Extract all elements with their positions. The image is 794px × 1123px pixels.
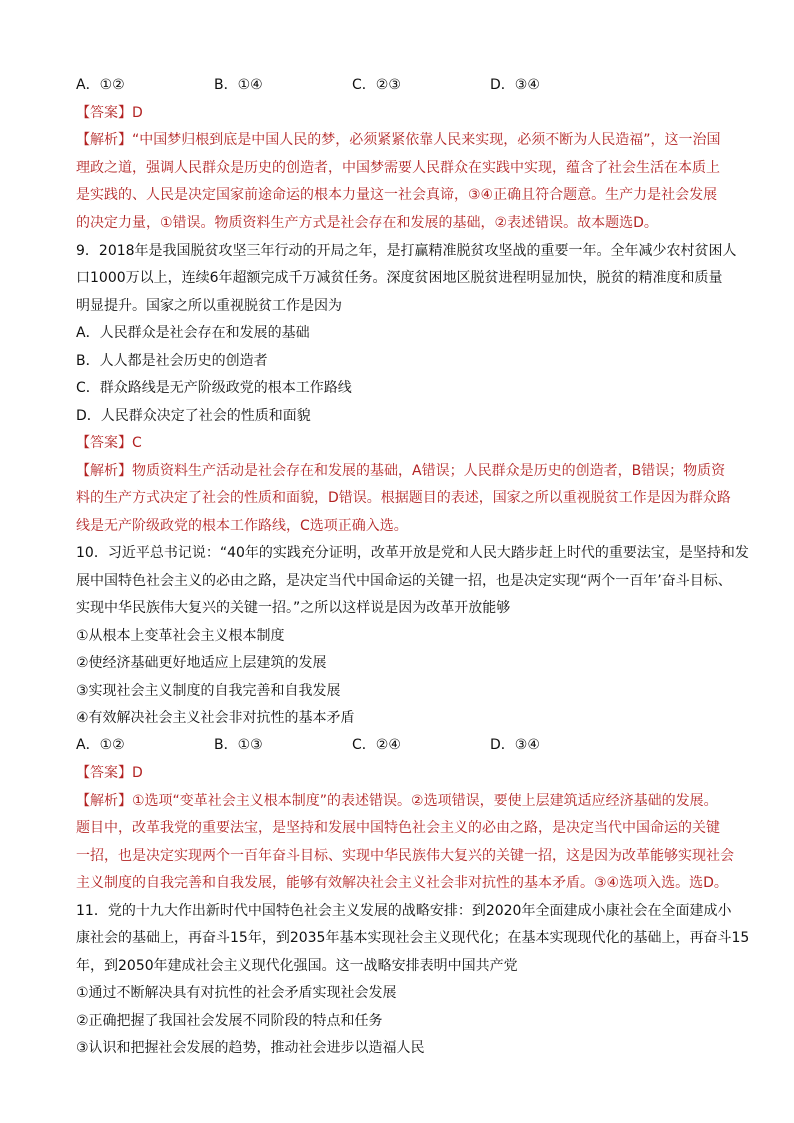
q9-answer	[76, 433, 736, 453]
q8-option-d: D．③④	[490, 77, 540, 93]
q10-item-1: ①从根本上变革社会主义根本制度	[76, 628, 285, 644]
answer-label: 【答案】	[76, 435, 132, 451]
q10-analysis-line-1: 【解析】①选项“变革社会主义根本制度”的表述错误。②选项错误，要使上层建筑适应经济基础的发展。	[76, 793, 718, 809]
q8-analysis-line-4: 的决定力量，①错误。物质资料生产方式是社会存在和发展的基础，②表述错误。故本题选D。	[76, 215, 658, 231]
q10-answer	[76, 763, 736, 783]
q8-analysis-line-2: 理政之道，强调人民群众是历史的创造者，中国梦需要人民群众在实践中实现，蕴含了社会生活在本质上	[76, 160, 720, 176]
q8-answer	[76, 103, 736, 123]
q10-option-b: B．①③	[214, 737, 263, 753]
q10-stem-line-1: 10．习近平总书记说：“40年的实践充分证明，改革开放是党和人民大踏步赶上时代的重要法宝，是坚持和发	[76, 545, 749, 561]
answer-label: 【答案】	[76, 105, 132, 121]
q9-stem-line-1: 9．2018年是我国脱贫攻坚三年行动的开局之年，是打赢精准脱贫攻坚战的重要一年。全年减少农村贫困人	[76, 243, 737, 259]
q11-item-3: ③认识和把握社会发展的趋势，推动社会进步以造福人民	[76, 1040, 425, 1056]
analysis-label: 【解析】	[76, 463, 132, 479]
q8-analysis-line-1: 【解析】“中国梦归根到底是中国人民的梦，必须紧紧依靠人民来实现，必须不断为人民造福”，这一治国	[76, 132, 721, 148]
answer-value: D	[132, 765, 143, 781]
q8-option-a: A．①②	[76, 77, 125, 93]
analysis-label: 【解析】	[76, 132, 132, 148]
q9-analysis-line-2: 料的生产方式决定了社会的性质和面貌，D错误。根据题目的表述，国家之所以重视脱贫工作是因为群众路	[76, 490, 731, 506]
q10-analysis-line-4: 主义制度的自我完善和自我发展，能够有效解决社会主义社会非对抗性的基本矛盾。③④选项入选。选D。	[76, 875, 728, 891]
q9-choice-c: C．群众路线是无产阶级政党的根本工作路线	[76, 380, 352, 396]
q9-analysis-line-3: 线是无产阶级政党的根本工作路线，C选项正确入选。	[76, 518, 408, 534]
answer-value: D	[132, 105, 143, 121]
q11-stem-line-2: 康社会的基础上，再奋斗15年，到2035年基本实现社会主义现代化；在基本实现现代化的基础上，再奋斗15	[76, 930, 750, 946]
q10-option-c: C．②④	[352, 737, 401, 753]
q8-analysis-line-3: 是实践的、人民是决定国家前途命运的根本力量这一社会真谛，③④正确且符合题意。生产力是社会发展	[76, 187, 718, 203]
q11-stem-line-1: 11．党的十九大作出新时代中国特色社会主义发展的战略安排：到2020年全面建成小康社会在全面建成小	[76, 903, 732, 919]
analysis-label: 【解析】	[76, 793, 132, 809]
q9-choice-d: D．人民群众决定了社会的性质和面貌	[76, 408, 311, 424]
q9-stem-line-2: 口1000万以上，连续6年超额完成千万减贫任务。深度贫困地区脱贫进程明显加快，脱贫的精准度和质量	[76, 270, 723, 286]
q10-stem-line-2: 展中国特色社会主义的必由之路，是决定当代中国命运的关键一招，也是决定实现“两个一百年’奋斗目标、	[76, 573, 732, 589]
q11-stem-line-3: 年，到2050年建成社会主义现代化强国。这一战略安排表明中国共产党	[76, 958, 518, 974]
q10-item-3: ③实现社会主义制度的自我完善和自我发展	[76, 683, 341, 699]
q10-stem-line-3: 实现中华民族伟大复兴的关键一招。”之所以这样说是因为改革开放能够	[76, 600, 511, 616]
answer-label: 【答案】	[76, 765, 132, 781]
q11-item-1: ①通过不断解决具有对抗性的社会矛盾实现社会发展	[76, 985, 397, 1001]
q10-option-a: A．①②	[76, 737, 125, 753]
q10-item-2: ②使经济基础更好地适应上层建筑的发展	[76, 655, 327, 671]
answer-value: C	[132, 435, 142, 451]
q8-option-b: B．①④	[214, 77, 263, 93]
q10-option-d: D．③④	[490, 737, 540, 753]
q10-item-4: ④有效解决社会主义社会非对抗性的基本矛盾	[76, 710, 355, 726]
q10-analysis-line-2: 题目中，改革我党的重要法宝，是坚持和发展中国特色社会主义的必由之路，是决定当代中国命运的关键	[76, 820, 720, 836]
q11-item-2: ②正确把握了我国社会发展不同阶段的特点和任务	[76, 1013, 383, 1029]
q8-option-c: C．②③	[352, 77, 401, 93]
q9-choice-a: A．人民群众是社会存在和发展的基础	[76, 325, 310, 341]
q9-choice-b: B．人人都是社会历史的创造者	[76, 353, 268, 369]
q9-stem-line-3: 明显提升。国家之所以重视脱贫工作是因为	[76, 298, 342, 314]
q9-analysis-line-1: 【解析】物质资料生产活动是社会存在和发展的基础，A错误；人民群众是历史的创造者，B错误；物质资	[76, 463, 726, 479]
q10-analysis-line-3: 一招，也是决定实现两个一百年奋斗目标、实现中华民族伟大复兴的关键一招，这是因为改革能够实现社会	[76, 848, 734, 864]
